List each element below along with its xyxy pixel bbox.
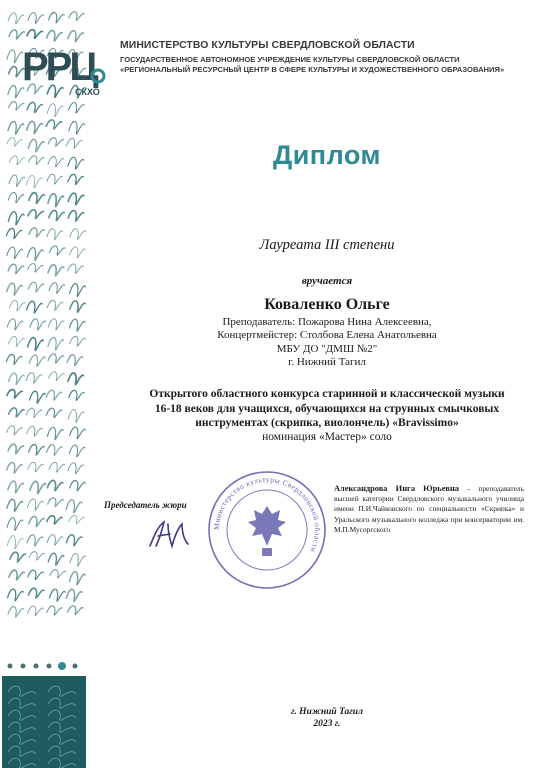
center-name: «РЕГИОНАЛЬНЫЙ РЕСУРСНЫЙ ЦЕНТР В СФЕРЕ КУЛЬТУРЫ И ХУДОЖЕСТВЕННОГО ОБРАЗОВАНИЯ» bbox=[120, 65, 505, 74]
band-stroke bbox=[46, 120, 62, 129]
band-stroke bbox=[8, 481, 24, 493]
band-stroke bbox=[9, 175, 25, 186]
laureate-degree: Лауреата III степени bbox=[259, 237, 395, 253]
band-stroke bbox=[48, 337, 64, 350]
issue-city: г. Нижний Тагил bbox=[291, 707, 363, 717]
band-stroke bbox=[9, 156, 25, 165]
band-stroke bbox=[47, 606, 63, 615]
band-stroke bbox=[49, 462, 65, 472]
band-stroke bbox=[9, 300, 25, 310]
band-stroke bbox=[66, 589, 82, 601]
band-stroke bbox=[6, 426, 22, 435]
band-stroke bbox=[8, 373, 24, 385]
band-stroke bbox=[7, 319, 23, 330]
band-stroke bbox=[70, 553, 86, 566]
band-stroke bbox=[47, 300, 63, 310]
band-dot bbox=[8, 664, 13, 669]
chair-description: – преподаватель высшей категории Свердловского музыкального училища имени П.И.Чайковского по специальности «Скрипка» и Уральского музыкального колледжа при консерватории им. М.П.Мусоргского bbox=[334, 484, 524, 534]
recipient-name: Коваленко Ольге bbox=[264, 296, 390, 313]
band-stroke bbox=[27, 301, 43, 313]
band-stroke bbox=[7, 499, 23, 511]
band-stroke bbox=[27, 102, 43, 112]
band-dot bbox=[73, 664, 78, 669]
band-stroke bbox=[68, 157, 84, 169]
band-stroke bbox=[7, 138, 23, 146]
band-stroke bbox=[47, 104, 63, 117]
band-stroke bbox=[9, 570, 25, 580]
band-stroke bbox=[29, 193, 45, 204]
band-stroke bbox=[50, 570, 66, 578]
svg-text:РРЦ: РРЦ bbox=[22, 45, 96, 89]
jury-chair-info bbox=[334, 484, 524, 535]
band-stroke bbox=[28, 445, 44, 455]
band-stroke bbox=[48, 156, 64, 166]
band-stroke bbox=[28, 588, 44, 598]
band-stroke bbox=[28, 210, 44, 219]
band-stroke bbox=[49, 283, 65, 294]
band-stroke bbox=[46, 445, 62, 456]
official-stamp bbox=[204, 470, 330, 590]
band-stroke bbox=[27, 30, 43, 39]
band-stroke bbox=[29, 552, 45, 560]
band-stroke bbox=[69, 516, 85, 524]
band-stroke bbox=[48, 12, 64, 22]
svg-text:СКХО: СКХО bbox=[75, 87, 100, 97]
awarded-label: вручается bbox=[301, 275, 353, 287]
band-stroke bbox=[70, 301, 86, 312]
band-stroke bbox=[48, 138, 64, 147]
band-stroke bbox=[28, 13, 44, 24]
band-stroke bbox=[69, 319, 85, 331]
band-stroke bbox=[66, 138, 82, 148]
band-stroke bbox=[9, 30, 25, 39]
accompanist-line: Концертмейстер: Столбова Елена Анатольевна bbox=[217, 329, 437, 342]
band-stroke bbox=[29, 391, 45, 403]
band-stroke bbox=[28, 338, 44, 351]
band-stroke bbox=[6, 228, 22, 238]
band-stroke bbox=[70, 284, 86, 297]
band-stroke bbox=[66, 500, 82, 513]
band-stroke bbox=[7, 589, 23, 601]
band-stroke bbox=[28, 462, 44, 472]
band-stroke bbox=[30, 481, 46, 493]
band-stroke bbox=[49, 589, 65, 601]
signature bbox=[144, 516, 192, 552]
band-stroke bbox=[69, 572, 85, 585]
rrc-logo bbox=[20, 40, 112, 98]
band-stroke bbox=[8, 192, 24, 202]
band-stroke bbox=[26, 408, 42, 418]
band-stroke bbox=[27, 248, 43, 261]
band-dot bbox=[58, 662, 66, 670]
band-stroke bbox=[48, 553, 64, 565]
band-stroke bbox=[47, 174, 63, 184]
band-stroke bbox=[7, 283, 23, 295]
band-stroke bbox=[8, 13, 24, 24]
band-stroke bbox=[48, 265, 64, 276]
band-stroke bbox=[47, 516, 63, 524]
band-stroke bbox=[67, 355, 83, 366]
band-stroke bbox=[27, 264, 43, 272]
nomination: номинация «Мастер» соло bbox=[262, 431, 392, 443]
band-stroke bbox=[46, 390, 62, 400]
jury-chair-label: Председатель жюри bbox=[104, 500, 187, 510]
band-stroke bbox=[6, 463, 22, 474]
band-stroke bbox=[48, 372, 64, 381]
contest-line: 16-18 веков для учащихся, обучающихся на струнных смычковых bbox=[154, 402, 500, 415]
institution-name: ГОСУДАРСТВЕННОЕ АВТОНОМНОЕ УЧРЕЖДЕНИЕ КУЛЬТУРЫ СВЕРДЛОВСКОЙ ОБЛАСТИ bbox=[120, 55, 460, 64]
decorative-border bbox=[2, 0, 86, 768]
band-stroke bbox=[27, 606, 43, 616]
band-stroke bbox=[8, 212, 24, 225]
band-stroke bbox=[8, 264, 24, 274]
band-stroke bbox=[70, 427, 86, 439]
band-stroke bbox=[69, 480, 85, 490]
contest-line: Открытого областного конкурса старинной и классической музыки bbox=[149, 388, 505, 400]
band-stroke bbox=[28, 156, 44, 165]
band-stroke bbox=[7, 247, 23, 259]
band-stroke bbox=[70, 247, 86, 258]
band-stroke bbox=[29, 228, 45, 237]
svg-text:Министерство культуры Свердлов: Министерство культуры Свердловской области bbox=[211, 474, 323, 554]
chair-name: Александрова Инга Юрьевна bbox=[334, 484, 459, 493]
band-stroke bbox=[7, 536, 23, 549]
band-stroke bbox=[47, 535, 63, 546]
band-stroke bbox=[48, 354, 64, 363]
band-stroke bbox=[29, 516, 45, 526]
band-stroke bbox=[28, 570, 44, 580]
organization-header bbox=[120, 40, 550, 74]
band-stroke bbox=[68, 463, 84, 474]
band-stroke bbox=[67, 606, 83, 615]
band-stroke bbox=[27, 121, 43, 133]
band-stroke bbox=[8, 408, 24, 417]
band-stroke bbox=[26, 426, 42, 436]
band-stroke bbox=[68, 193, 84, 205]
band-stroke bbox=[26, 373, 42, 384]
band-stroke bbox=[29, 355, 45, 366]
band-stroke bbox=[70, 336, 86, 346]
band-stroke bbox=[69, 445, 85, 457]
contest-line: инструментах (скрипка, виолончель) «Bravissimo» bbox=[195, 417, 459, 429]
band-stroke bbox=[46, 408, 62, 418]
diploma-title: Диплом bbox=[272, 140, 382, 170]
band-stroke bbox=[66, 535, 82, 546]
band-stroke bbox=[30, 319, 46, 330]
ministry-name: МИНИСТЕРСТВО КУЛЬТУРЫ СВЕРДЛОВСКОЙ ОБЛАСТИ bbox=[120, 40, 415, 51]
band-stroke bbox=[69, 121, 85, 134]
band-stroke bbox=[48, 319, 64, 330]
band-stroke bbox=[8, 336, 24, 346]
issue-place-year bbox=[100, 706, 554, 730]
band-stroke bbox=[26, 175, 42, 188]
band-stroke bbox=[70, 229, 86, 240]
band-stroke bbox=[68, 211, 84, 221]
band-stroke bbox=[28, 139, 44, 151]
band-stroke bbox=[49, 210, 65, 220]
teacher-line: Преподаватель: Пожарова Нина Алексеевна, bbox=[222, 316, 432, 328]
band-stroke bbox=[47, 229, 63, 240]
band-stroke bbox=[68, 373, 84, 385]
band-stroke bbox=[69, 12, 85, 21]
band-stroke bbox=[10, 552, 26, 562]
band-stroke bbox=[48, 194, 64, 207]
band-dot bbox=[34, 664, 39, 669]
city-line: г. Нижний Тагил bbox=[288, 356, 366, 369]
band-stroke bbox=[8, 444, 24, 454]
band-stroke bbox=[47, 480, 63, 490]
band-stroke bbox=[49, 246, 65, 255]
school-line: МБУ ДО "ДМШ №2" bbox=[276, 342, 378, 355]
contest-name bbox=[100, 387, 554, 431]
band-stroke bbox=[47, 427, 63, 439]
band-dot bbox=[21, 664, 26, 669]
band-stroke bbox=[6, 354, 22, 364]
band-stroke bbox=[28, 282, 44, 292]
band-stroke bbox=[68, 174, 84, 184]
band-stroke bbox=[7, 390, 23, 398]
band-stroke bbox=[8, 102, 24, 110]
band-stroke bbox=[68, 264, 84, 273]
band-stroke bbox=[48, 498, 64, 507]
band-stroke bbox=[8, 121, 24, 134]
band-stroke bbox=[68, 103, 84, 113]
recipient-details bbox=[100, 316, 554, 370]
band-dot bbox=[47, 664, 52, 669]
band-stroke bbox=[27, 499, 43, 510]
band-stroke bbox=[69, 390, 85, 400]
band-stroke bbox=[8, 607, 24, 617]
issue-year: 2023 г. bbox=[313, 719, 341, 729]
band-stroke bbox=[68, 410, 84, 423]
band-stroke bbox=[27, 535, 43, 546]
band-stroke bbox=[7, 518, 23, 531]
